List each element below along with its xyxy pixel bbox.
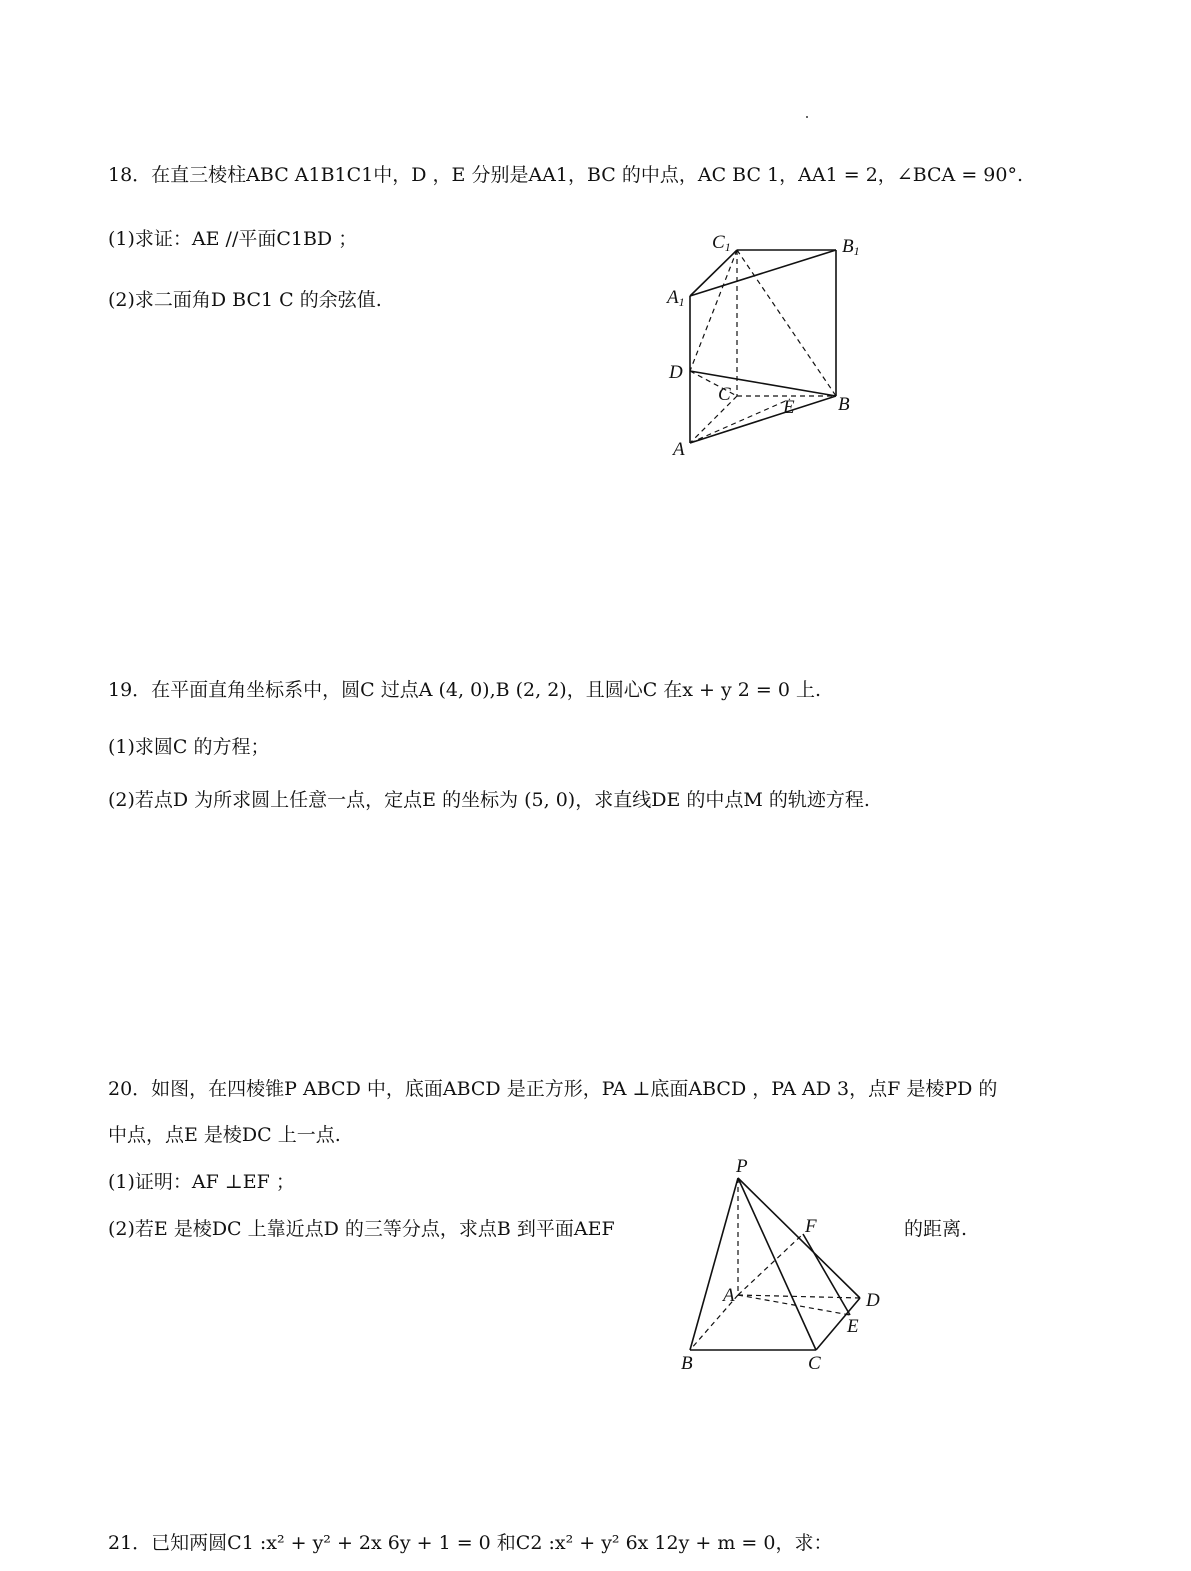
edge-fe [803,1234,850,1315]
edge-db [690,371,836,396]
label-d: D [669,362,683,383]
label-b: B [838,394,850,415]
label-e: E [783,397,795,418]
label-f: F [805,1216,817,1237]
q20-part1: (1)证明：AF ⊥EF ； [108,1171,295,1193]
q20-part2: (2)若E 是棱DC 上靠近点D 的三等分点，求点B 到平面AEF [108,1218,615,1240]
label-p: P [736,1156,748,1177]
edge-c1b [737,250,836,396]
prism-figure [660,228,870,463]
label-a: A [673,439,685,460]
q21-stem: 21．已知两圆C1 :x² + y² + 2x 6y + 1 = 0 和C2 :x² + y² 6x 12y + m = 0，求： [108,1532,833,1554]
edge-ad [738,1295,860,1298]
q20-part2-tail: 的距离. [904,1218,968,1240]
q18-stem: 18．在直三棱柱ABC A1B1C1中，D ，E 分别是AA1，BC 的中点，AC BC 1，AA1 = 2，∠BCA = 90°. [108,164,1023,186]
q18-part1: (1)求证：AE //平面C1BD ； [108,228,358,250]
label-b: B [681,1353,693,1374]
q19-stem: 19．在平面直角坐标系中，圆C 过点A (4, 0),B (2, 2)，且圆心C 在x + y 2 = 0 上. [108,679,822,701]
q20-stem-cont: 中点，点E 是棱DC 上一点. [108,1124,341,1146]
q19-part1: (1)求圆C 的方程； [108,736,270,758]
label-a1: A1 [667,287,685,309]
label-e: E [847,1316,859,1337]
label-b1: B1 [842,236,860,258]
label-d: D [866,1290,880,1311]
page-speck [806,116,808,118]
edge-c1d [690,250,737,371]
edge-ae [738,1295,850,1315]
label-c1: C1 [712,232,731,254]
edge-ab [690,396,836,443]
q18-part2: (2)求二面角D BC1 C 的余弦值. [108,289,382,311]
label-a: A [723,1285,735,1306]
edge-pc [738,1178,816,1350]
edge-af [738,1234,803,1295]
label-c: C [718,384,731,405]
label-c: C [808,1353,821,1374]
pyramid-figure [670,1150,895,1380]
edge-ae [690,399,790,443]
q20-stem: 20．如图，在四棱锥P ABCD 中，底面ABCD 是正方形，PA ⊥底面ABCD ，PA AD 3，点F 是棱PD 的 [108,1078,998,1100]
edge-pb [690,1178,738,1350]
q19-part2: (2)若点D 为所求圆上任意一点，定点E 的坐标为 (5, 0)，求直线DE 的中点M 的轨迹方程. [108,789,870,811]
